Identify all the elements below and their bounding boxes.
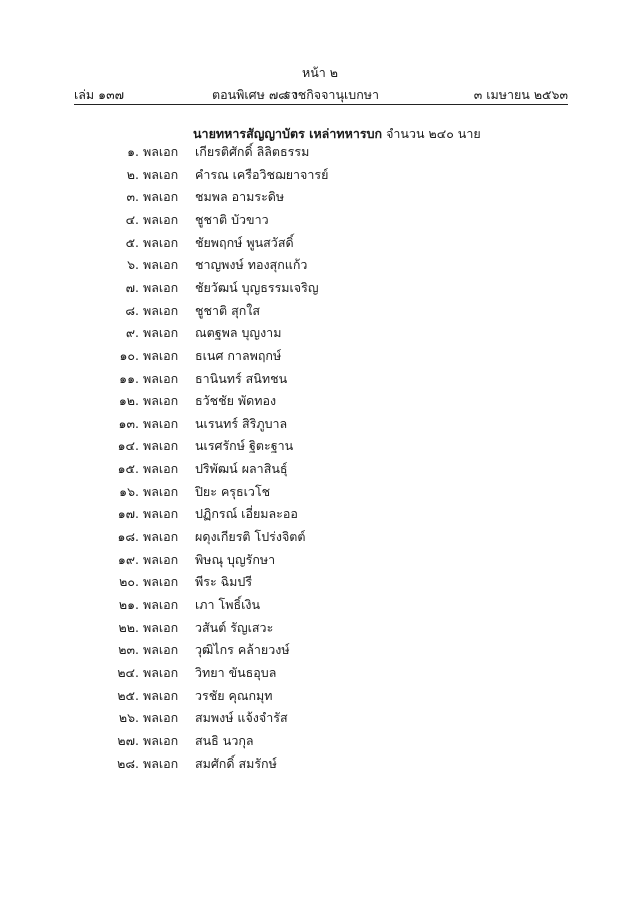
entry-number: ๑๐. [119,347,139,363]
entry-number: ๑๓. [118,415,139,431]
list-item [0,640,640,663]
list-item [0,255,640,278]
gazette-header [74,85,568,103]
entry-name: สมศักดิ์ สมรักษ์ [195,755,277,771]
list-item [0,301,640,324]
list-item [0,165,640,188]
list-item [0,595,640,618]
entry-rank: พลเอก [143,597,179,612]
entry-number: ๒๓. [118,642,139,658]
entry-number: ๑๙. [117,551,139,567]
entry-number: ๒๑. [118,597,139,612]
entry-name: วุฒิไกร คล้ายวงษ์ [195,642,290,658]
entry-name: ชูชาติ บัวขาว [195,211,269,227]
list-item [0,278,640,301]
entry-rank: พลเอก [143,438,179,454]
entry-number: ๒๗. [117,732,139,748]
entry-rank: พลเอก [143,257,179,273]
entry-name: พีระ ฉิมปรี [195,574,253,590]
entry-number: ๑๒. [118,393,139,409]
list-item [0,323,640,346]
entry-rank: พลเอก [143,347,179,363]
entry-rank: พลเอก [143,483,179,499]
entry-rank: พลเอก [143,710,179,726]
entry-name: วรชัย คุณกมุท [195,687,273,703]
entry-rank: พลเอก [143,551,179,567]
entry-number: ๑๖. [119,483,139,499]
entry-name: คำรณ เครือวิชฌยาจารย์ [195,166,329,182]
list-item [0,731,640,754]
entry-name: ชาญพงษ์ ทองสุกแก้ว [195,257,308,273]
entry-number: ๒๖. [118,710,139,726]
entry-rank: พลเอก [143,461,179,477]
entry-rank: พลเอก [143,234,179,250]
entry-name: พิษณุ บุญรักษา [195,551,276,567]
entry-rank: พลเอก [143,144,179,159]
entry-number: ๗. [125,279,139,295]
entry-name: ชัยวัฒน์ บุญธรรมเจริญ [195,279,319,295]
entry-rank: พลเอก [143,642,179,658]
entry-name: เกียรติศักดิ์ ลิลิตธรรม [195,144,310,159]
entry-rank: พลเอก [143,189,179,205]
issue-number: ตอนพิเศษ ๗๘ ง [212,87,298,102]
list-item [0,663,640,686]
entry-number: ๙. [125,325,139,341]
entry-name: ธวัชชัย พัดทอง [195,393,277,409]
entry-number: ๒๕. [117,687,139,703]
list-item [0,142,640,165]
list-item [0,550,640,573]
gazette-name: ราชกิจจานุเบกษา [284,87,380,102]
entry-name: เภา โพธิ์เงิน [195,597,261,612]
header-divider [74,104,568,105]
section-heading [193,124,481,144]
entry-number: ๒. [126,166,139,182]
entry-rank: พลเอก [143,325,179,341]
entry-number: ๑๑. [119,370,139,386]
list-item [0,572,640,595]
entry-rank: พลเอก [143,415,179,431]
entry-rank: พลเอก [143,506,179,522]
entry-name: ชัยพฤกษ์ พูนสวัสดิ์ [195,234,294,250]
entry-rank: พลเอก [143,687,179,703]
entry-number: ๑๗. [117,506,139,522]
section-count: จำนวน ๒๔๐ นาย [386,126,481,141]
entry-name: สนธิ นวกุล [195,732,254,748]
list-item [0,210,640,233]
entry-number: ๒๐. [119,574,139,590]
entry-name: นเรศรักษ์ ฐิตะฐาน [195,438,294,454]
list-item [0,187,640,210]
entry-number: ๑๔. [117,438,139,454]
entry-rank: พลเอก [143,732,179,748]
entry-rank: พลเอก [143,529,179,545]
entry-number: ๑๘. [117,529,139,545]
entry-rank: พลเอก [143,302,179,318]
entry-name: วิทยา ขันธอุบล [195,664,277,680]
entry-name: ณตฐพล บุญงาม [195,325,282,341]
list-item [0,527,640,550]
list-item [0,369,640,392]
list-item [0,459,640,482]
entry-name: ธเนศ กาลพฤกษ์ [195,347,282,363]
entry-name: ชูชาติ สุกใส [195,302,261,318]
list-item [0,482,640,505]
entry-name: ธานินทร์ สนิทชน [195,370,288,386]
entry-rank: พลเอก [143,619,179,635]
entry-rank: พลเอก [143,755,179,771]
entry-number: ๖. [127,257,139,273]
entry-rank: พลเอก [143,166,179,182]
entry-rank: พลเอก [143,664,179,680]
entry-number: ๔. [125,211,139,227]
entry-rank: พลเอก [143,393,179,409]
list-item [0,391,640,414]
entry-name: วสันต์ รัญเสวะ [195,619,274,635]
list-item [0,618,640,641]
entry-name: ปริพัฒน์ ผลาสินธุ์ [195,461,288,477]
entry-number: ๒๒. [118,619,139,635]
entry-name: นเรนทร์ สิริภูบาล [195,415,288,431]
entry-number: ๒๘. [117,755,139,771]
list-item [0,436,640,459]
entry-name: ปิยะ ครุธเวโช [195,483,271,499]
entry-rank: พลเอก [143,279,179,295]
volume-number: เล่ม ๑๓๗ [74,87,125,102]
list-item [0,233,640,256]
list-item [0,754,640,777]
entry-number: ๒๔. [117,664,139,680]
entry-name: สมพงษ์ แจ้งจำรัส [195,710,288,726]
entry-name: ผดุงเกียรติ โปร่งจิตต์ [195,529,306,545]
list-item [0,686,640,709]
entry-rank: พลเอก [143,574,179,590]
entry-name: ชมพล อามระดิษ [195,189,285,205]
list-item [0,708,640,731]
list-item [0,346,640,369]
entry-name: ปฏิกรณ์ เอี่ยมละออ [195,506,298,522]
entry-number: ๑. [127,144,139,159]
entry-number: ๑๕. [117,461,139,477]
publication-date: ๓ เมษายน ๒๕๖๓ [473,87,568,102]
entry-rank: พลเอก [143,211,179,227]
list-item [0,414,640,437]
section-title: นายทหารสัญญาบัตร เหล่าทหารบก [193,126,383,141]
list-item [0,504,640,527]
entry-rank: พลเอก [143,370,179,386]
page-number: หน้า ๒ [301,65,339,80]
entry-number: ๕. [125,234,139,250]
entry-number: ๘. [125,302,139,318]
entry-number: ๓. [126,189,139,205]
